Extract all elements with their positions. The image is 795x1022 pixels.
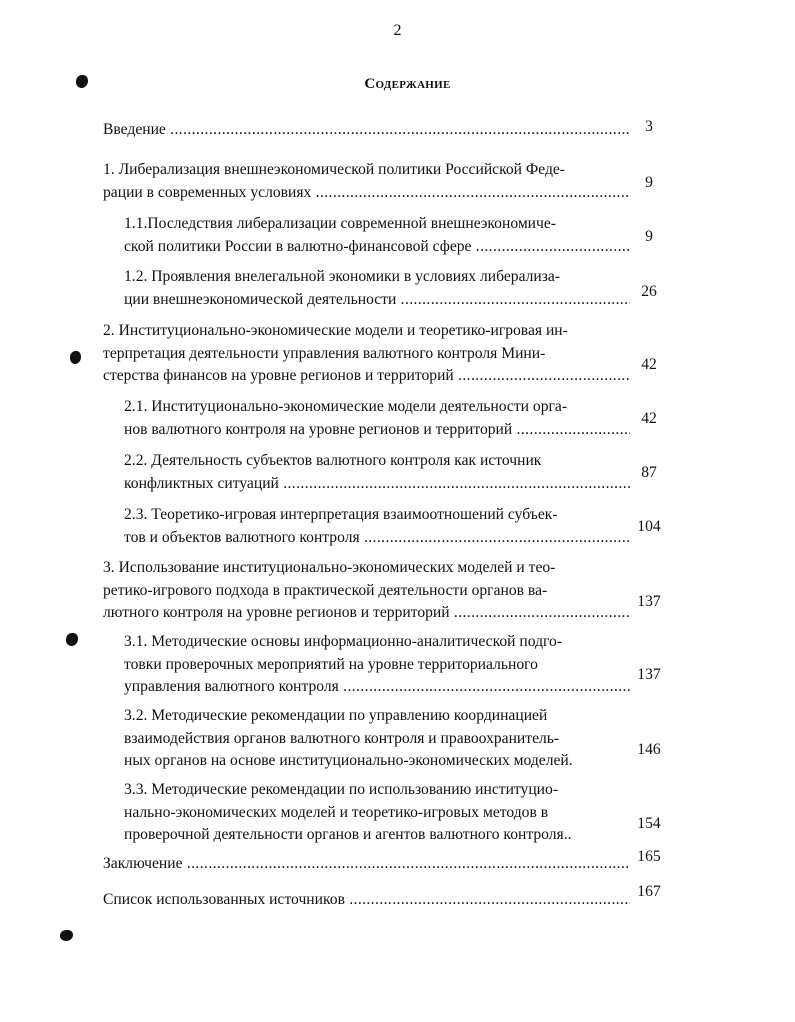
punch-hole-mark xyxy=(66,633,78,646)
toc-entry-text: товки проверочных мероприятий на уровне территориального xyxy=(124,655,538,673)
toc-entry-text: нов валютного контроля на уровне регионов и территорий ..... xyxy=(124,419,630,442)
toc-entry-text: 3.1. Методические основы информационно-аналитической подго- xyxy=(124,633,563,650)
toc-entry-text: 1.1.Последствия либерализации современной внешнеэкономиче- xyxy=(124,215,556,232)
toc-entry-text: 3.3. Методические рекомендации по использованию институцио- xyxy=(124,781,559,798)
page-number: 2 xyxy=(393,22,402,39)
toc-entry-conclusion[interactable] xyxy=(103,853,630,876)
toc-entry-text: 2.3. Теоретико-игровая интерпретация взаимоотношений субъек- xyxy=(124,506,558,523)
toc-entry-introduction[interactable] xyxy=(103,119,630,142)
toc-entry-text: тов и объектов валютного контроля ..... xyxy=(124,527,630,550)
toc-page-number: 146 xyxy=(637,741,661,758)
toc-entry-text: нально-экономических моделей и теоретико-игровых методов в xyxy=(124,803,549,821)
toc-entry-text: Список использованных источников ..... xyxy=(103,889,630,912)
toc-entry-text: ции внешнеэкономической деятельности ..... xyxy=(124,289,630,312)
toc-page-number: 3 xyxy=(645,118,653,135)
toc-entry-text: ретико-игрового подхода в практической деятельности органов ва- xyxy=(103,581,548,599)
toc-page-number: 137 xyxy=(637,593,661,610)
punch-hole-mark xyxy=(70,351,81,364)
toc-entry-text: 2.2. Деятельность субъектов валютного контроля как источник xyxy=(124,452,542,469)
toc-entry-text: 1.2. Проявления внелегальной экономики в условиях либерализа- xyxy=(124,268,561,285)
toc-page-number: 42 xyxy=(641,356,657,373)
toc-entry-text: лютного контроля на уровне регионов и территорий ..... xyxy=(103,602,630,625)
toc-entry-section-3-3[interactable] xyxy=(124,779,630,847)
toc-page-number: 9 xyxy=(645,174,653,191)
toc-entry-section-2-2[interactable] xyxy=(124,450,630,495)
toc-entry-text: 2.1. Институционально-экономические модели деятельности орга- xyxy=(124,398,568,415)
toc-entry-text: Введение ..... xyxy=(103,119,630,142)
toc-entry-text: управления валютного контроля ..... xyxy=(124,676,630,699)
toc-page-number: 87 xyxy=(641,464,657,481)
toc-entry-section-3-1[interactable] xyxy=(124,631,630,699)
toc-entry-section-2-3[interactable] xyxy=(124,504,630,549)
toc-entry-references[interactable] xyxy=(103,889,630,912)
toc-entry-section-3-2[interactable] xyxy=(124,705,630,773)
toc-entry-text: 1. Либерализация внешнеэкономической политики Российской Феде- xyxy=(103,161,565,178)
toc-entry-text: ных органов на основе институционально-экономических моделей. xyxy=(124,752,573,769)
toc-page-number: 104 xyxy=(637,518,661,535)
toc-entry-text: терпретация деятельности управления валютного контроля Мини- xyxy=(103,344,546,362)
toc-page-number: 167 xyxy=(637,883,661,900)
toc-page-number: 165 xyxy=(637,848,661,865)
toc-entry-text: конфликтных ситуаций ..... xyxy=(124,473,630,496)
toc-entry-text: ской политики России в валютно-финансовой сфере ..... xyxy=(124,236,630,259)
toc-entry-text: стерства финансов на уровне регионов и территорий ..... xyxy=(103,365,630,388)
toc-entry-chapter-3[interactable] xyxy=(103,557,630,625)
toc-entry-section-1-1[interactable] xyxy=(124,213,630,258)
toc-page-number: 26 xyxy=(641,283,657,300)
toc-entry-text: рации в современных условиях ..... xyxy=(103,182,630,205)
toc-entry-text: Заключение ..... xyxy=(103,853,630,876)
toc-entry-text: взаимодействия органов валютного контроля и правоохранитель- xyxy=(124,729,560,747)
toc-entry-text: 2. Институционально-экономические модели и теоретико-игровая ин- xyxy=(103,322,568,339)
toc-entry-text: 3. Использование институционально-экономических моделей и тео- xyxy=(103,559,556,576)
toc-entry-text: 3.2. Методические рекомендации по управлению координацией xyxy=(124,707,548,724)
toc-entry-chapter-2[interactable] xyxy=(103,320,630,388)
punch-hole-mark xyxy=(60,930,73,941)
toc-page-number: 137 xyxy=(637,666,661,683)
toc-entry-section-1-2[interactable] xyxy=(124,266,630,311)
toc-entry-chapter-1[interactable] xyxy=(103,159,630,204)
toc-title: Содержание xyxy=(364,76,451,92)
toc-page-number: 42 xyxy=(641,410,657,427)
toc-entry-text: проверочной деятельности органов и агентов валютного контроля.. xyxy=(124,826,572,843)
toc-entry-section-2-1[interactable] xyxy=(124,396,630,441)
toc-page-number: 154 xyxy=(637,815,661,832)
toc-page-number: 9 xyxy=(645,228,653,245)
